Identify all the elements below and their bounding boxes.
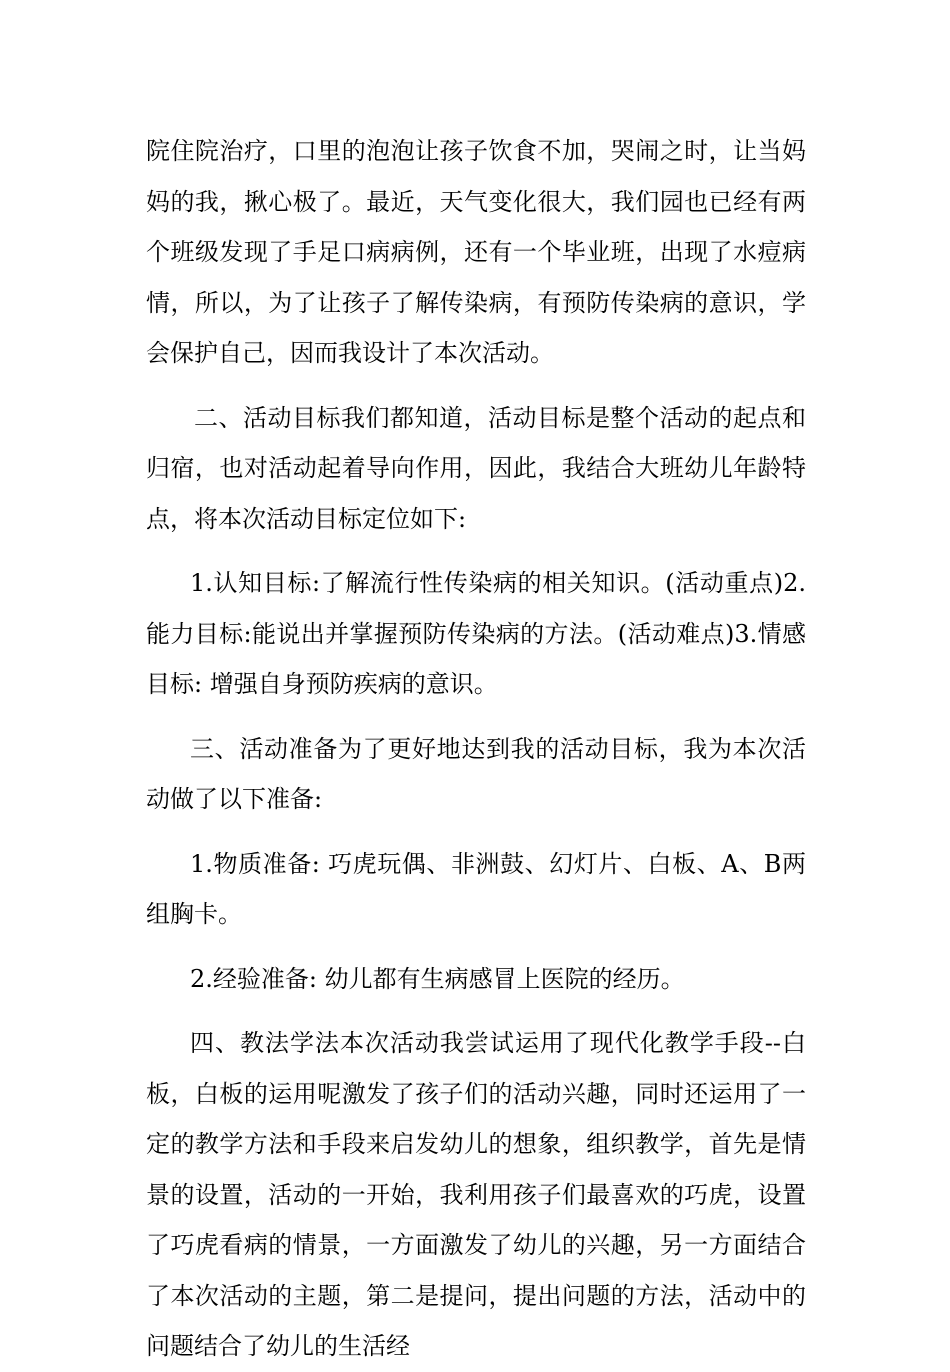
paragraph-material-preparation: 1.物质准备: 巧虎玩偶、非洲鼓、幻灯片、白板、A、B两组胸卡。 (146, 849, 806, 928)
paragraph-teaching-methods: 四、教法学法本次活动我尝试运用了现代化教学手段--白板，白板的运用呢激发了孩子们的活动兴趣，同时还运用了一定的教学方法和手段来启发幼儿的想象，组织教学，首先是情景的设置，活动的一开始，我利用孩子们最喜欢的巧虎，设置了巧虎看病的情景，一方面激发了幼儿的兴趣，另一方面结合了本次活动的主题，第二是提问，提出问题的方法，活动中的问题结合了幼儿的生活经 (146, 1029, 806, 1360)
paragraph-background-continued: 院住院治疗，口里的泡泡让孩子饮食不加，哭闹之时，让当妈妈的我，揪心极了。最近，天气变化很大，我们园也已经有两个班级发现了手足口病病例，还有一个毕业班，出现了水痘病情，所以，为了让孩子了解传染病，有预防传染病的意识，学会保护自己，因而我设计了本次活动。 (146, 137, 806, 367)
paragraph-activity-goals: 二、活动目标我们都知道，活动目标是整个活动的起点和归宿，也对活动起着导向作用，因此，我结合大班幼儿年龄特点，将本次活动目标定位如下: (146, 403, 806, 533)
paragraph-experience-preparation: 2.经验准备: 幼儿都有生病感冒上医院的经历。 (190, 964, 685, 993)
paragraph-goal-list: 1.认知目标:了解流行性传染病的相关知识。(活动重点)2.能力目标:能说出并掌握预防传染病的方法。(活动难点)3.情感目标: 增强自身预防疾病的意识。 (146, 569, 806, 698)
paragraph-activity-preparation: 三、活动准备为了更好地达到我的活动目标，我为本次活动做了以下准备: (146, 734, 806, 813)
document-body (146, 126, 806, 1372)
